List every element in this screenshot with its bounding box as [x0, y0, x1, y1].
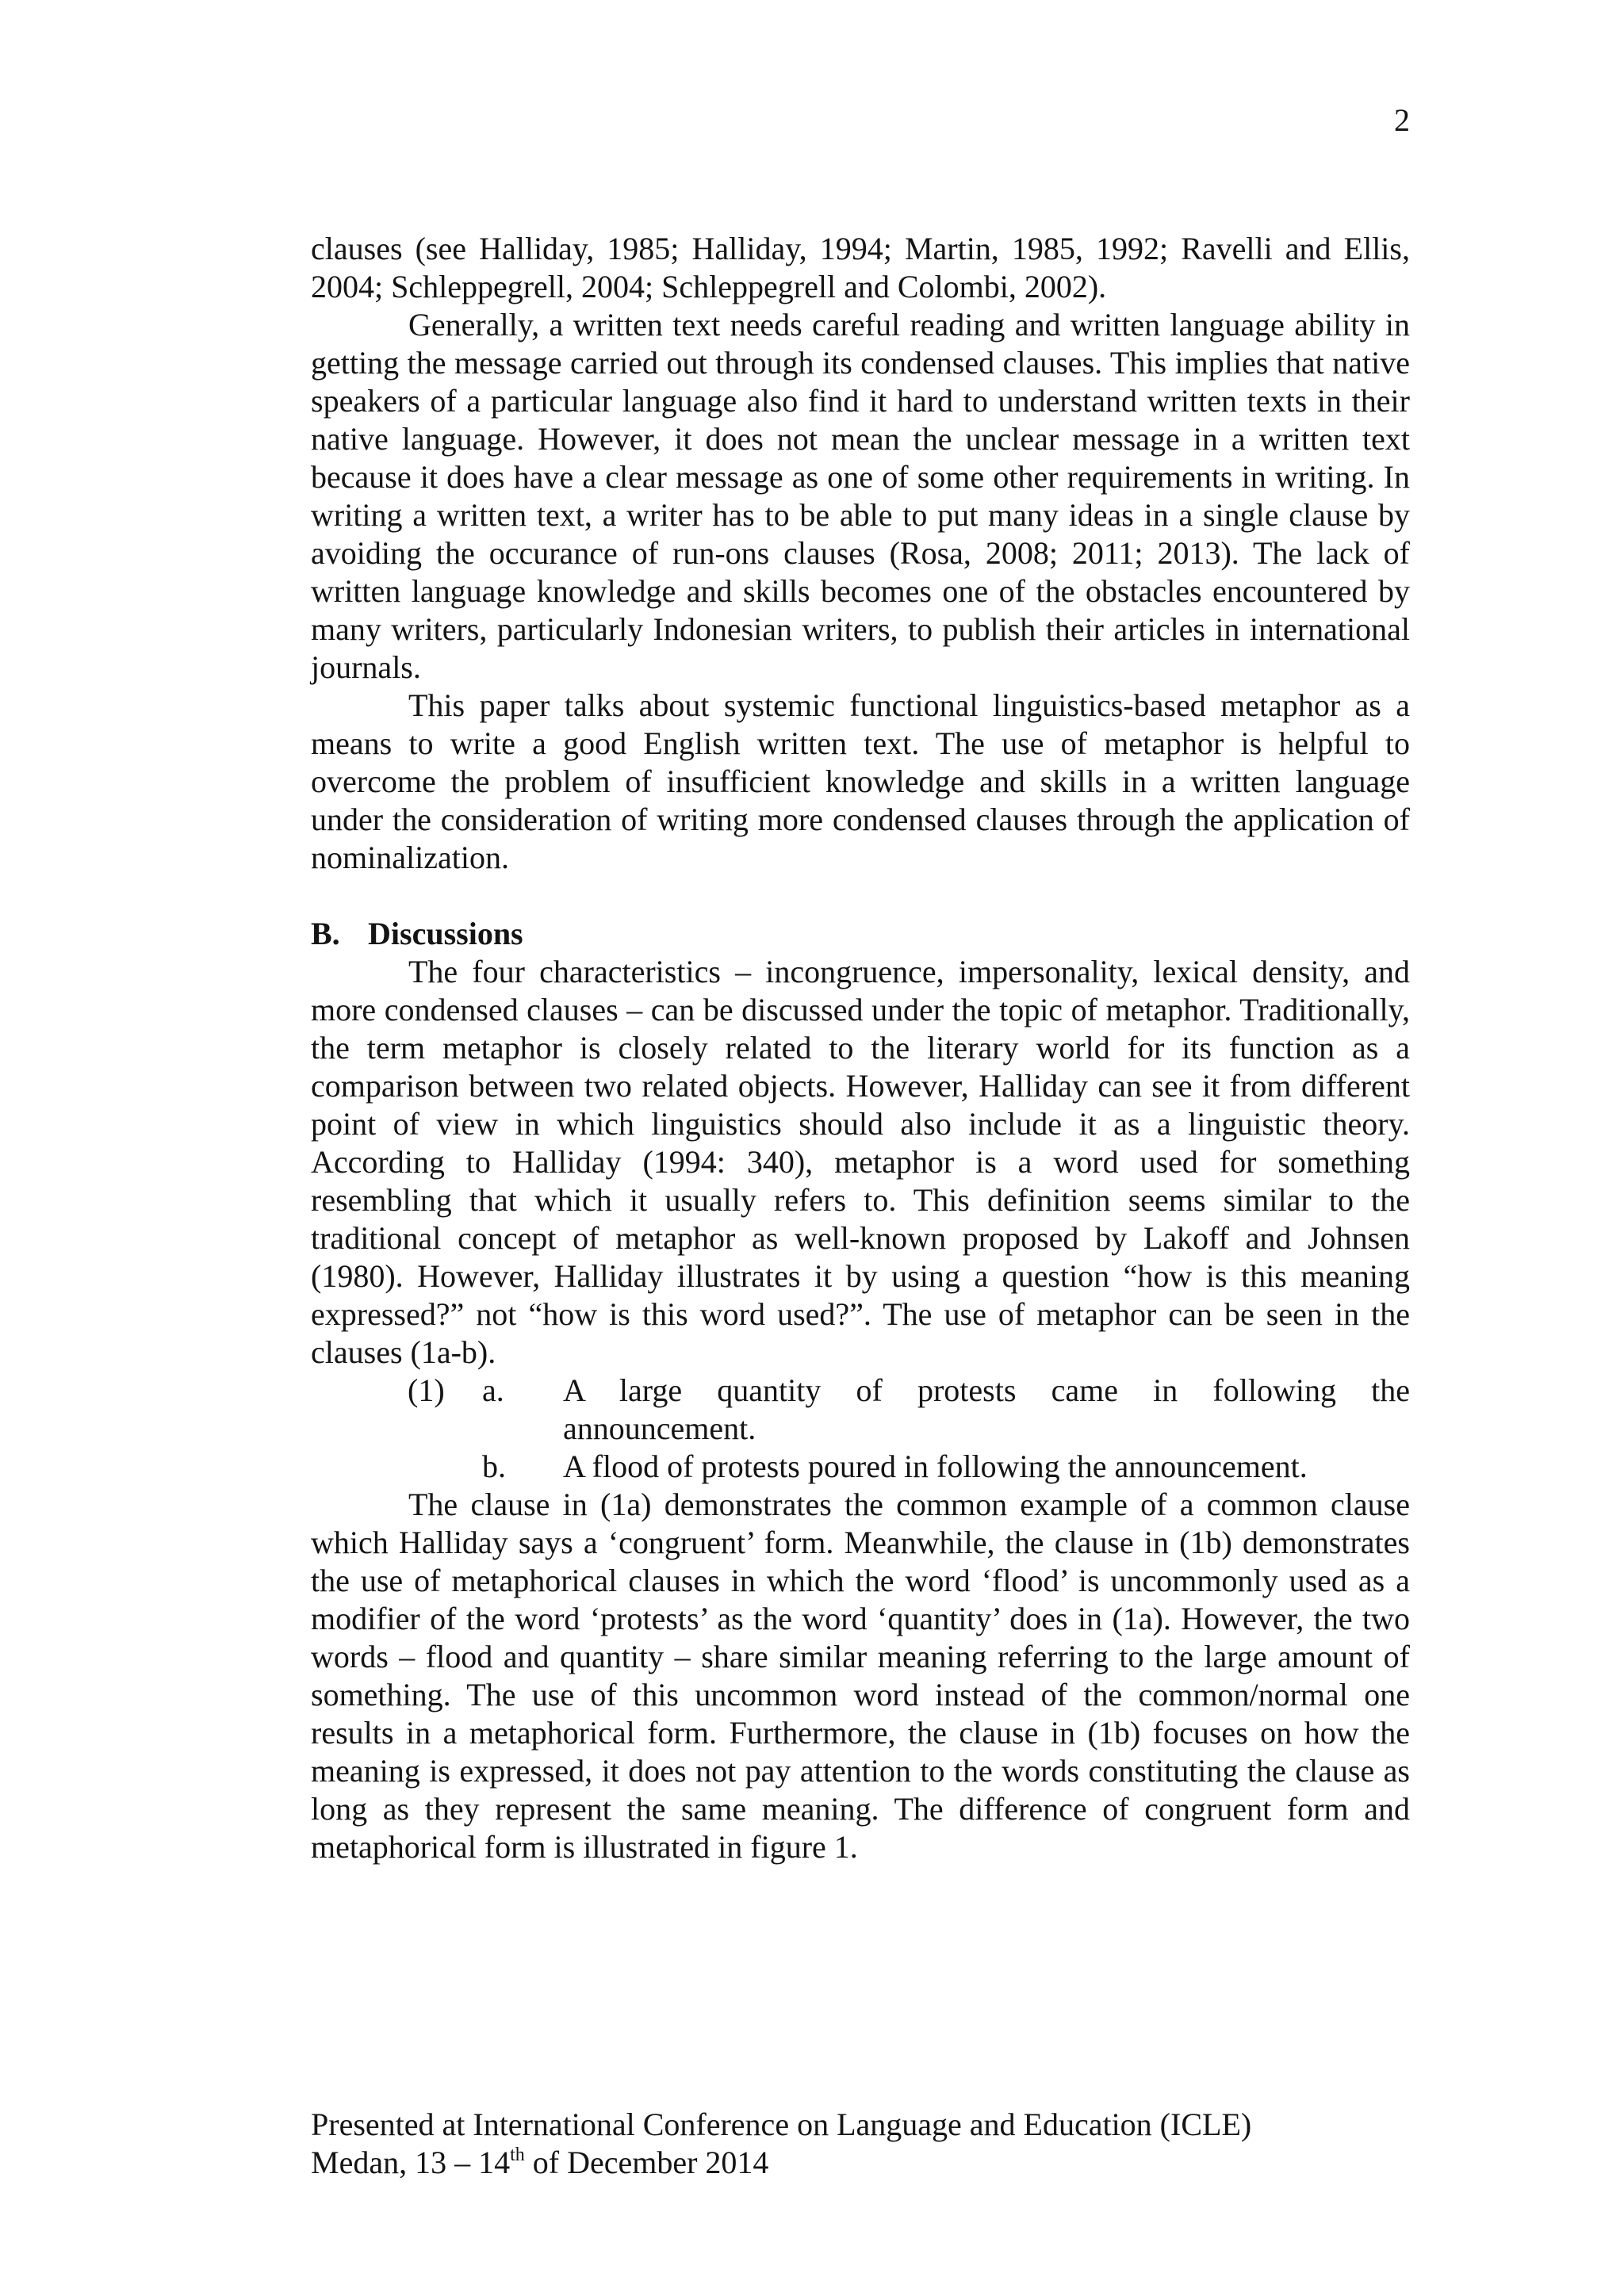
page-number: 2 — [1394, 102, 1410, 138]
example-a-line1: A large quantity of protests came in following the — [563, 1372, 1410, 1408]
paragraph-congruent-form: The clause in (1a) demonstrates the common example of a common clause which Halliday says a ‘congruent’ form. Meanwhile, the clause in (1b) demonstrates the use of metaphorical clauses in which the word ‘flood’ is uncommonly used as a modifier of the word ‘protests’ as the word ‘quantity’ does in (1a). However, the two words – flood and quantity – share similar meaning referring to the large amount of something. The use of this uncommon word instead of the common/normal one results in a metaphorical form. Furthermore, the clause in (1b) focuses on how the meaning is expressed, it does not pay attention to the words constituting the clause as long as they represent the same meaning. The difference of congruent form and metaphorical form is illustrated in figure 1. — [311, 1487, 1410, 1865]
example-label-b: b. — [482, 1448, 506, 1484]
example-label-a: a. — [482, 1372, 504, 1408]
example-1a — [311, 1372, 1410, 1448]
section-heading-discussions — [311, 915, 1410, 953]
example-number: (1) — [408, 1372, 445, 1408]
footer-date-suffix: of December 2014 — [524, 2145, 769, 2180]
footer-date-sup: th — [510, 2145, 525, 2165]
section-marker: B. — [311, 916, 340, 951]
footer-date — [311, 2144, 1251, 2182]
example-b-text: A flood of protests poured in following the announcement. — [563, 1448, 1308, 1484]
paragraph-paper-purpose: This paper talks about systemic functional linguistics-based metaphor as a means to write a good English written text. The use of metaphor is helpful to overcome the problem of insufficient knowledge and skills in a written language under the consideration of writing more condensed clauses through the application of nominalization. — [311, 687, 1410, 875]
footer — [311, 2106, 1251, 2182]
paragraph-written-text: Generally, a written text needs careful reading and written language ability in getting the message carried out through its condensed clauses. This implies that native speakers of a particular language also find it hard to understand written texts in their native language. However, it does not mean the unclear message in a written text because it does have a clear message as one of some other requirements in writing. In writing a written text, a writer has to be able to put many ideas in a single clause by avoiding the occurance of run-ons clauses (Rosa, 2008; 2011; 2013). The lack of written language knowledge and skills becomes one of the obstacles encountered by many writers, particularly Indonesian writers, to publish their articles in international journals. — [311, 307, 1410, 685]
footer-date-prefix: Medan, 13 – 14 — [311, 2145, 511, 2180]
footer-conference: Presented at International Conference on Language and Education (ICLE) — [311, 2107, 1252, 2142]
page-body — [311, 230, 1410, 1866]
paragraph-continuation: clauses (see Halliday, 1985; Halliday, 1994; Martin, 1985, 1992; Ravelli and Ellis, 2004; Schleppegrell, 2004; Schleppegrell and Colombi, 2002). — [311, 231, 1410, 304]
paragraph-characteristics: The four characteristics – incongruence, impersonality, lexical density, and more condensed clauses – can be discussed under the topic of metaphor. Traditionally, the term metaphor is closely related to the literary world for its function as a comparison between two related objects. However, Halliday can see it from different point of view in which linguistics should also include it as a linguistic theory. According to Halliday (1994: 340), metaphor is a word used for something resembling that which it usually refers to. This definition seems similar to the traditional concept of metaphor as well-known proposed by Lakoff and Johnsen (1980). However, Halliday illustrates it by using a question “how is this meaning expressed?” not “how is this word used?”. The use of metaphor can be seen in the clauses (1a-b). — [311, 954, 1410, 1370]
section-title: Discussions — [368, 916, 523, 951]
example-a-line2: announcement. — [563, 1410, 756, 1446]
example-1b — [311, 1448, 1410, 1486]
